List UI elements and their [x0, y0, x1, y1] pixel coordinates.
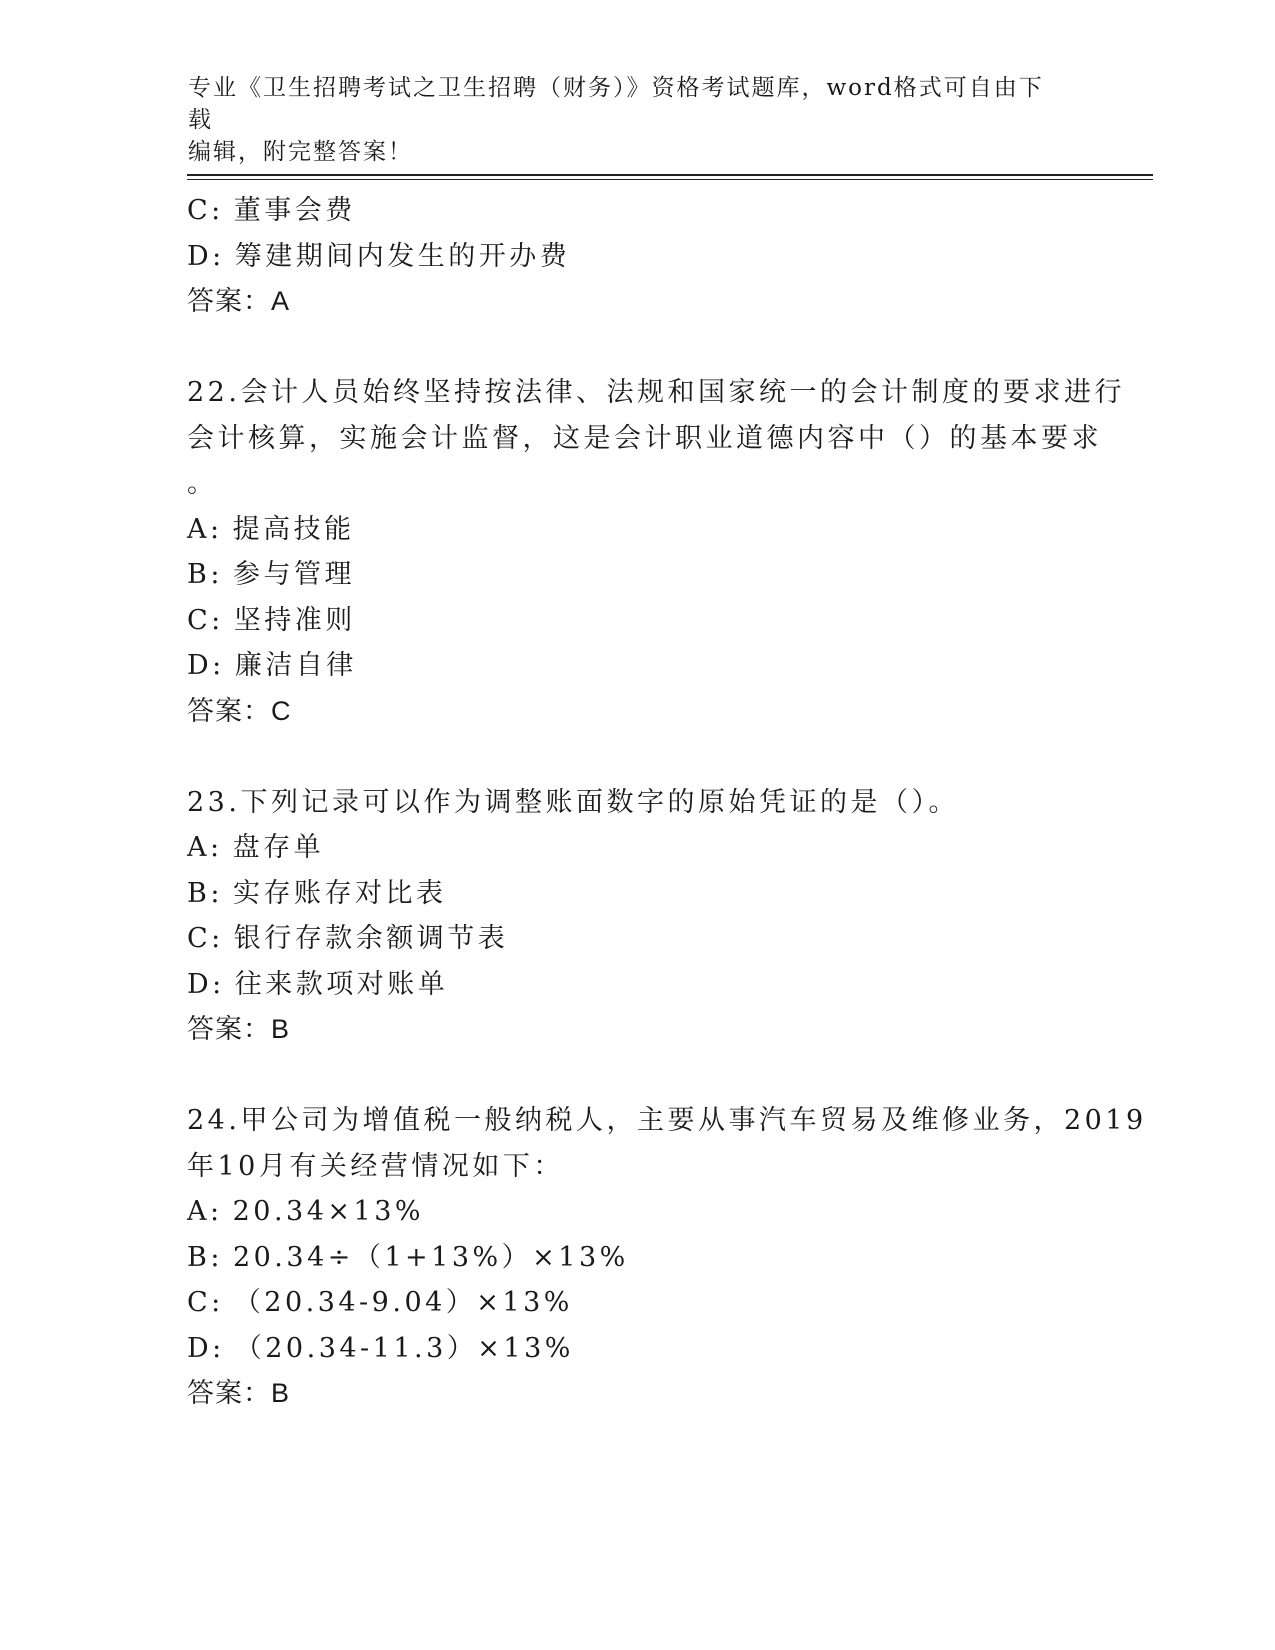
question-21-tail	[187, 188, 1087, 325]
document-body	[187, 188, 1147, 1417]
option-d: D: 廉洁自律	[187, 650, 357, 681]
option-b: B: 参与管理	[187, 559, 355, 590]
answer-line: 答案：A	[187, 286, 291, 316]
question-text-line: 22.会计人员始终坚持按法律、法规和国家统一的会计制度的要求进行	[187, 377, 1125, 408]
option-a: A: 提高技能	[187, 513, 355, 545]
question-22	[187, 370, 1125, 734]
question-23	[187, 780, 1087, 1053]
question-text-line: 24.甲公司为增值税一般纳税人，主要从事汽车贸易及维修业务，2019	[187, 1105, 1147, 1136]
question-text-line: 年10月有关经营情况如下：	[187, 1150, 564, 1182]
option-c: C: 坚持准则	[187, 604, 356, 636]
option-a: A: 盘存单	[187, 832, 325, 863]
option-d: D: 筹建期间内发生的开办费	[187, 240, 571, 272]
option-d: D: （20.34-11.3）×13%	[187, 1332, 574, 1364]
header-divider-thin	[187, 179, 1153, 180]
answer-line: 答案：B	[187, 1014, 291, 1044]
header-divider	[187, 174, 1153, 176]
option-b: B: 20.34÷（1+13%）×13%	[187, 1241, 629, 1273]
option-a: A: 20.34×13%	[187, 1196, 425, 1227]
header-line-2: 编辑，附完整答案！	[188, 139, 413, 165]
question-text-line: 会计核算，实施会计监督，这是会计职业道德内容中（）的基本要求	[187, 422, 1102, 454]
page-header	[188, 72, 1068, 168]
option-b: B: 实存账存对比表	[187, 877, 447, 909]
option-d: D: 往来款项对账单	[187, 968, 449, 1000]
question-text-line: 。	[187, 468, 218, 499]
option-c: C: 董事会费	[187, 195, 356, 226]
answer-line: 答案：B	[187, 1378, 291, 1408]
option-c: C: （20.34-9.04）×13%	[187, 1287, 573, 1318]
question-24	[187, 1098, 1147, 1417]
question-text-line: 23.下列记录可以作为调整账面数字的原始凭证的是（）。	[187, 786, 959, 818]
header-line-1: 专业《卫生招聘考试之卫生招聘（财务）》资格考试题库，word格式可自由下载	[188, 75, 1044, 133]
option-c: C: 银行存款余额调节表	[187, 923, 509, 954]
answer-line: 答案：C	[187, 695, 292, 726]
